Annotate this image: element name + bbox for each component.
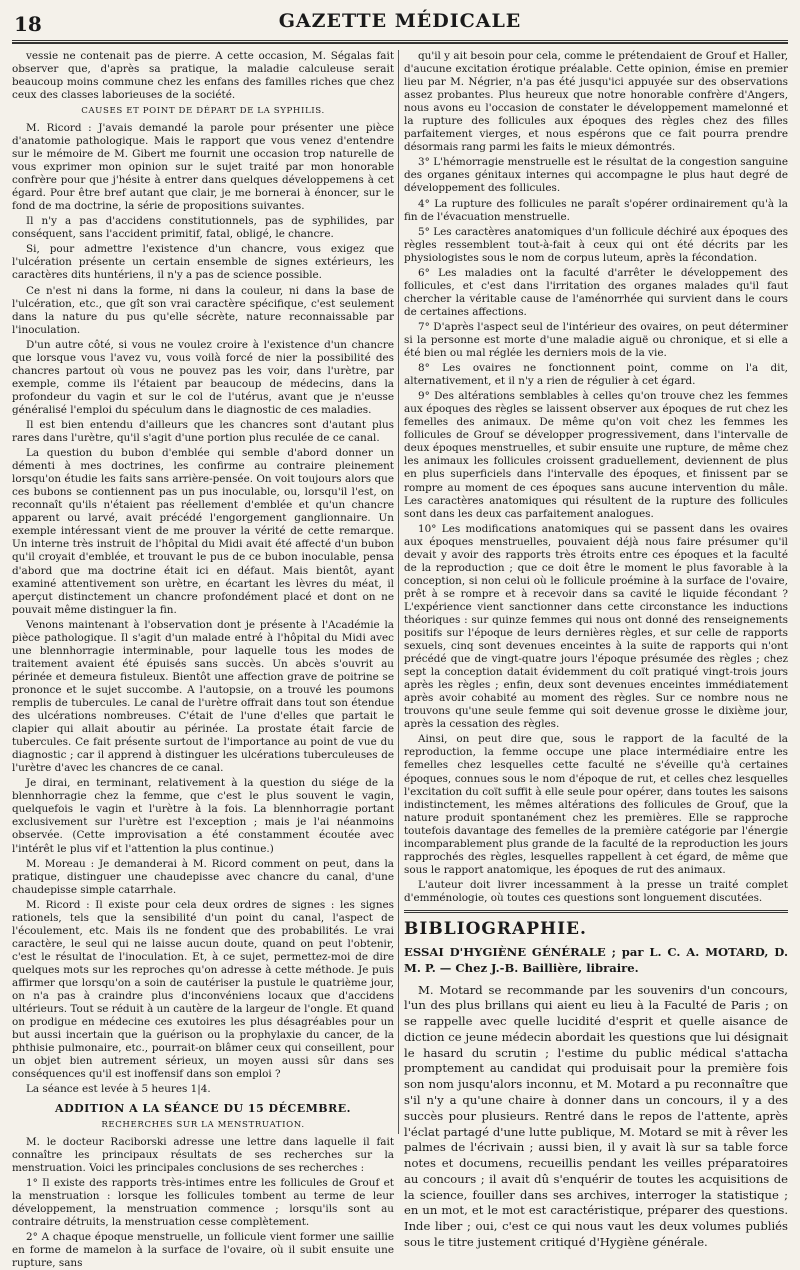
paragraph: 10° Les modifications anatomiques qui se passent dans les ovaires aux époques menstruelles, pouvaient déjà nous faire présumer qu'il devait y avoir des rapports très étroits entre ces époques et la faculté de la reproduction ; que ce doit être le moment le plus favorable à la conception, si non celui où le follicule proémine à la surface de l'ovaire, prêt à se rompre et à recevoir dans sa cavité le liquide fécondant ? L'expérience vient sanctionner dans cette circonstance les inductions théoriques : sur quinze femmes qui nous ont donné des renseignements positifs sur l'époque de leurs dernières règles, et sur celle de rapports sexuels, cinq sont devenues enceintes à la suite de rapports qui n'ont précédé que de vingt-quatre jours l'époque présumée des règles ; chez sept la conception datait évidemment du coït pratiqué vingt-trois jours après les règles ; enfin, deux sont devenues enceintes immédiatement après avoir cohabité au moment des règles. Sur ce nombre nous ne trouvons qu'une seule femme qui soit devenue grosse le dixième jour, après la cessation des règles. xyxy=(404,522,788,731)
paragraph: L'auteur doit livrer incessamment à la presse un traité complet d'emménologie, où toutes ces questions sont longuement discutées. xyxy=(404,878,788,904)
paragraph: qu'il y ait besoin pour cela, comme le prétendaient de Grouf et Haller, d'aucune excitation érotique préalable. Cette opinion, émise en premier lieu par M. Négrier, n'a pas été jusqu'ici appuyée sur des observations assez probantes. Plus heureux que notre honorable confrère d'Angers, nous avons eu l'occasion de constater le développement mamelonné et la rupture des follicules aux époques des règles chez des filles parfaitement vierges, et nous espérons que ce fait pourra prendre désormais rang parmi les faits le mieux démontrés. xyxy=(404,50,788,154)
header-rule xyxy=(12,42,788,44)
section-heading-addition: ADDITION A LA SÉANCE DU 15 DÉCEMBRE. xyxy=(55,1102,351,1116)
left-column xyxy=(12,50,394,1270)
paragraph: Venons maintenant à l'observation dont je présente à l'Académie la pièce pathologique. Il s'agit d'un malade entré à l'hôpital du Midi avec une blennhorragie interminable, pour laquelle tous les modes de traitement avaient été épuisés sans succès. Un abcès s'ouvrit au périnée et demeura fistuleux. Bientôt une affection grave de poitrine se prononce et le sujet succombe. A l'autopsie, on a trouvé les poumons remplis de tubercules. Le canal de l'urètre offrait dans tout son étendue des ulcérations nombreuses. C'était de l'une d'elles que partait le clapier qui allait aboutir au périnée. La prostate était farcie de tubercules. Ce fait présente surtout de l'importance au point de vue du diagnostic ; car il apprend à distinguer les ulcérations tuberculeuses de l'urètre d'avec les chancres de ce canal. xyxy=(12,618,394,775)
paragraph: M. Moreau : Je demanderai à M. Ricord comment on peut, dans la pratique, distinguer une chaudepisse avec chancre du canal, d'une chaudepisse simple catarrhale. xyxy=(12,857,394,896)
masthead: GAZETTE MÉDICALE xyxy=(278,10,522,32)
paragraph: D'un autre côté, si vous ne voulez croire à l'existence d'un chancre que lorsque vous l'avez vu, vous voilà forcé de nier la possibilité des chancres partout où vous ne pouvez pas les voir, dans l'urètre, par exemple, comme ils l'étaient par beaucoup de médecins, dans la profondeur du vagin et sur le col de l'utérus, avant que je n'eusse généralisé l'emploi du spéculum dans le diagnostic de ces maladies. xyxy=(12,338,394,416)
paragraph: 2° A chaque époque menstruelle, un follicule vient former une saillie en forme de mamelon à la surface de l'ovaire, où il subit ensuite une rupture, sans xyxy=(12,1231,394,1270)
paragraph: vessie ne contenait pas de pierre. A cette occasion, M. Ségalas fait observer que, d'après sa pratique, la maladie calculeuse serait beaucoup moins commune chez les enfans des familles riches que chez ceux des classes laborieuses de la société. xyxy=(12,50,394,102)
columns xyxy=(12,50,788,1270)
paragraph: Je dirai, en terminant, relativement à la question du siége de la blennhorragie chez la femme, que c'est le plus souvent le vagin, quelquefois le vagin et l'urètre à la fois. La blennhorragie portant exclusivement sur l'urètre est l'exception ; mais je l'ai néanmoins observée. (Cette improvisation a été constamment écoutée avec l'intérêt le plus vif et l'attention la plus continue.) xyxy=(12,777,394,855)
paragraph: Ainsi, on peut dire que, sous le rapport de la faculté de la reproduction, la femme occupe une place intermédiaire entre les femelles chez lesquelles cette faculté ne s'éveille qu'à certaines époques, connues sous le nom d'époque de rut, et celles chez lesquelles l'excitation du coït suffit à elle seule pour opérer, dans toutes les saisons indistinctement, les mêmes altérations des follicules de Grouf, que la nature produit spontanément chez les premières. Elle se rapproche toutefois davantage des femelles de la première catégorie par l'énergie incomparablement plus grande de la faculté de la reproduction les jours rapprochés des règles, lesquelles rappellent à cet égard, de même que sous le rapport anatomique, les époques de rut des animaux. xyxy=(404,733,788,876)
paragraph: La séance est levée à 5 heures 1|4. xyxy=(26,1083,211,1096)
paragraph: M. Motard se recommande par les souvenirs d'un concours, l'un des plus brillans qui aient eu lieu à la Faculté de Paris ; on se rappelle avec quelle lucidité d'esprit et quelle aisance de diction ce jeune médecin abordait les questions que lui désignait le hasard du scrutin ; l'estime du public médical s'attacha promptement au candidat qui produisait pour la première fois son nom jusqu'alors inconnu, et M. Motard a pu reconnaître que s'il n'y a qu'une chaire à donner dans un concours, il y a des succès pour plusieurs. Rentré dans le repos de l'attente, après l'éclat partagé d'une lutte publique, M. Motard se mit à rêver les palmes de l'écrivain ; aussi bien, il y avait là sur sa table force notes et documens, recueillis pendant les veilles préparatoires au concours ; il avait dû s'enquérir de toutes les acquisitions de la science, fouiller dans ses archives, interroger la statistique ; en un mot, et le mot est caractéristique, préparer des questions. Inde liber ; oui, c'est ce qui nous vaut les deux volumes publiés sous le titre justement critiqué d'Hygiène générale. xyxy=(404,982,788,1249)
subheading-syphilis: CAUSES ET POINT DE DÉPART DE LA SYPHILIS. xyxy=(81,106,325,117)
paragraph: M. Ricord : Il existe pour cela deux ordres de signes : les signes rationels, tels que la sensibilité d'un point du canal, l'aspect de l'écoulement, etc. Mais ils ne fondent que des probabilités. Le vrai caractère, le seul qui ne laisse aucun doute, quand on peut l'obtenir, c'est le résultat de l'inoculation. Et, à ce sujet, permettez-moi de dire quelques mots sur les reproches qu'on adresse à cette méthode. Je puis affirmer que lorsqu'on a soin de cautériser la pustule le quatrième jour, on n'a pas à craindre plus d'inconvéniens locaux que d'accidens ultérieurs. Tout se réduit à un cautère de la largeur de l'ongle. Et quand on prodigue en médecine ces exutoires les plus désagréables pour un but aussi incertain que la guérison ou la prophylaxie du cancer, de la phthisie pulmonaire, etc., pourrait-on blâmer ceux qui conseillent, pour un objet bien autrement sérieux, un moyen aussi sûr dans ses conséquences qu'il est inoffensif dans son emploi ? xyxy=(12,898,394,1081)
paragraph: 5° Les caractères anatomiques d'un follicule déchiré aux époques des règles ressemblent tout-à-fait à ceux qui ont été décrits par les physiologistes sous le nom de corpus luteum, après la fécondation. xyxy=(404,225,788,264)
page-header xyxy=(12,10,788,41)
paragraph: Ce n'est ni dans la forme, ni dans la couleur, ni dans la base de l'ulcération, etc., que gît son vrai caractère spécifique, c'est seulement dans la nature du pus qu'elle sécrète, nature reconnaissable par l'inoculation. xyxy=(12,284,394,336)
paragraph: 6° Les maladies ont la faculté d'arrêter le développement des follicules, et c'est dans l'irritation des organes malades qu'il faut chercher la véritable cause de l'aménorrhée qui survient dans le cours de certaines affections. xyxy=(404,266,788,318)
page-number: 18 xyxy=(14,12,42,36)
paragraph: Il n'y a pas d'accidens constitutionnels, pas de syphilides, par conséquent, sans l'accident primitif, fatal, obligé, le chancre. xyxy=(12,215,394,241)
bibliographie-heading: BIBLIOGRAPHIE. xyxy=(404,919,587,939)
paragraph: Il est bien entendu d'ailleurs que les chancres sont d'autant plus rares dans l'urètre, qu'il s'agit d'une portion plus reculée de ce canal. xyxy=(12,419,394,445)
book-title: ESSAI D'HYGIÈNE GÉNÉRALE ; par L. C. A. MOTARD, D. M. P. — Chez J.-B. Baillière, libraire. xyxy=(404,945,788,975)
section-rule xyxy=(404,910,788,913)
right-column xyxy=(404,50,788,1249)
paragraph: 4° La rupture des follicules ne paraît s'opérer ordinairement qu'à la fin de l'évacuation menstruelle. xyxy=(404,197,788,223)
column-divider xyxy=(398,50,399,1134)
subheading-menstruation: RECHERCHES SUR LA MENSTRUATION. xyxy=(101,1120,305,1131)
paragraph: 1° Il existe des rapports très-intimes entre les follicules de Grouf et la menstruation : lorsque les follicules tombent au terme de leur développement, la menstruation commence ; lorsqu'ils sont au contraire détruits, la menstruation cesse complètement. xyxy=(12,1177,394,1229)
paragraph: M. le docteur Raciborski adresse une lettre dans laquelle il fait connaître les principaux résultats de ses recherches sur la menstruation. Voici les principales conclusions de ses recherches : xyxy=(12,1135,394,1175)
paragraph: La question du bubon d'emblée qui semble d'abord donner un démenti à mes doctrines, les confirme au contraire pleinement lorsqu'on étudie les faits sans arrière-pensée. On voit toujours alors que ces bubons se contiennent pas un pus inoculable, ou, lorsqu'il l'est, on reconnaît qu'ils n'étaient pas réellement d'emblée et qu'un chancre apparent ou larvé, avait précédé l'engorgement ganglionnaire. Un exemple intéressant vient de me prouver la vérité de cette remarque. Un interne très instruit de l'hôpital du Midi avait été affecté d'un bubon qu'il croyait d'emblée, et trouvant le pus de ce bubon inoculable, pensa d'abord que ma doctrine était ici en défaut. Mais bientôt, ayant examiné attentivement son urètre, en écartant les lèvres du méat, il aperçut distinctement un chancre profondément placé et dont on ne pouvait même distinguer la fin. xyxy=(12,447,394,616)
paragraph: 8° Les ovaires ne fonctionnent point, comme on l'a dit, alternativement, et il n'y a rien de régulier à cet égard. xyxy=(404,362,788,388)
paragraph: M. Ricord : J'avais demandé la parole pour présenter une pièce d'anatomie pathologique. Mais le rapport que vous venez d'entendre sur le mémoire de M. Gibert me fournit une occasion trop naturelle de vous exprimer mon opinion sur le sujet traité par mon honorable confrère pour que j'hésite à entrer dans quelques développemens à cet égard. Pour être bref autant que clair, je me bornerai à énoncer, sur le fond de ma doctrine, la série de propositions suivantes. xyxy=(12,121,394,213)
paragraph: 3° L'hémorragie menstruelle est le résultat de la congestion sanguine des organes génitaux internes qui accompagne le plus haut degré de développement des follicules. xyxy=(404,156,788,195)
newspaper-page xyxy=(12,10,788,1270)
paragraph: 7° D'après l'aspect seul de l'intérieur des ovaires, on peut déterminer si la personne est morte d'une maladie aiguë ou chronique, et si elle a été bien ou mal réglée les derniers mois de la vie. xyxy=(404,320,788,360)
paragraph: Si, pour admettre l'existence d'un chancre, vous exigez que l'ulcération présente un certain ensemble de signes extérieurs, les caractères dits huntériens, il n'y a pas de science possible. xyxy=(12,243,394,282)
paragraph: 9° Des altérations semblables à celles qu'on trouve chez les femmes aux époques des règles se laissent observer aux époques de rut chez les femelles des animaux. De même qu'on voit chez les femmes les follicules de Grouf se développer progressivement, dans l'intervalle de deux époques menstruelles, et subir ensuite une rupture, de même chez les animaux les follicules croissent graduellement, deviennent de plus en plus superficiels dans l'intervalle des époques, et finissent par se rompre au moment de ces époques sans aucune intervention du mâle. Les caractères anatomiques qui résultent de la rupture des follicules sont dans les deux cas parfaitement analogues. xyxy=(404,390,788,520)
